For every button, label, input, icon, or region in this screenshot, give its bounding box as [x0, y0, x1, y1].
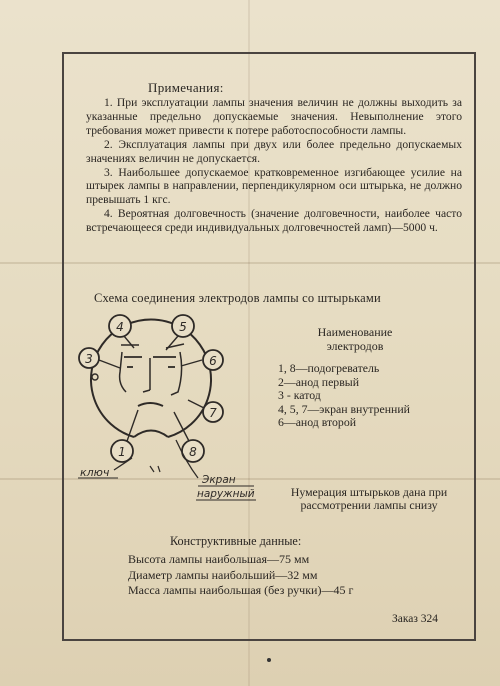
pin-lead [166, 336, 178, 350]
legend-item: 3 - катод [278, 388, 321, 403]
paper-dot [267, 658, 271, 662]
note-item: 3. Наибольшее допускаемое кратковременное изгибающее усилие на штырек лампы в направлении, перпендикулярном оси штырька, не должно превышать 1 кгс. [86, 165, 462, 207]
cathode-connector [92, 374, 98, 380]
screen-label: наружный [197, 488, 255, 500]
legend-item: 4, 5, 7—экран внутренний [278, 401, 410, 416]
note-item: 2. Эксплуатация лампы при двух или более предельно допускаемых значениях величин не допускается. [86, 137, 462, 165]
electrode-line [166, 344, 184, 395]
legend-heading-line: Наименование [317, 325, 393, 339]
pin-label: 5 [179, 320, 187, 334]
scheme-title: Схема соединения электродов лампы со штырьками [94, 291, 381, 305]
legend-item: 6—анод второй [278, 415, 357, 430]
screen-label: Экран [202, 474, 236, 486]
electrode-line [138, 403, 163, 406]
pin-label: 4 [116, 320, 124, 334]
pin-label: 8 [189, 445, 197, 459]
numbering-note-line: рассмотрении лампы снизу [300, 498, 438, 513]
key-label: ключ [80, 466, 110, 479]
design-list [128, 552, 353, 599]
legend-heading [300, 325, 410, 353]
pin-label: 1 [118, 445, 126, 459]
legend-item: 1, 8—подогреватель [278, 361, 380, 375]
pin-lead [124, 336, 134, 348]
numbering-note-line: Нумерация штырьков дана при [290, 485, 448, 499]
key-notch [134, 431, 168, 438]
pin-lead [99, 360, 120, 368]
pin-label: 7 [209, 406, 217, 420]
design-item: Диаметр лампы наибольший—32 мм [128, 567, 318, 582]
design-heading: Конструктивные данные: [170, 534, 302, 548]
key-tick [150, 466, 160, 472]
notes-title: Примечания: [148, 80, 224, 95]
legend-heading-line: электродов [326, 339, 384, 353]
design-item: Масса лампы наибольшая (без ручки)—45 г [128, 583, 354, 597]
pin-lead [126, 410, 138, 444]
legend-item: 2—анод первый [278, 374, 360, 389]
numbering-note [264, 486, 474, 513]
electrode-line [120, 345, 139, 392]
electrode-legend [278, 362, 410, 430]
order-number: Заказ 324 [392, 613, 439, 625]
pin-lead [181, 360, 202, 366]
design-item: Высота лампы наибольшая—75 мм [128, 552, 310, 566]
note-item: 4. Вероятная долговечность (значение долговечности, наиболее часто встречающееся среди индивидуальных долговечностей ламп)—5000 ч. [86, 207, 462, 235]
pin-label: 6 [209, 354, 217, 368]
tube-base-outline [91, 319, 211, 437]
pin-label: 3 [85, 352, 93, 366]
note-item: 1. При эксплуатации лампы значения величин не должны выходить за указанные предельно допускаемые значения. Невыполнение этого требования может привести к потере работоспособности лампы. [86, 96, 462, 137]
electrode-line [143, 390, 150, 392]
